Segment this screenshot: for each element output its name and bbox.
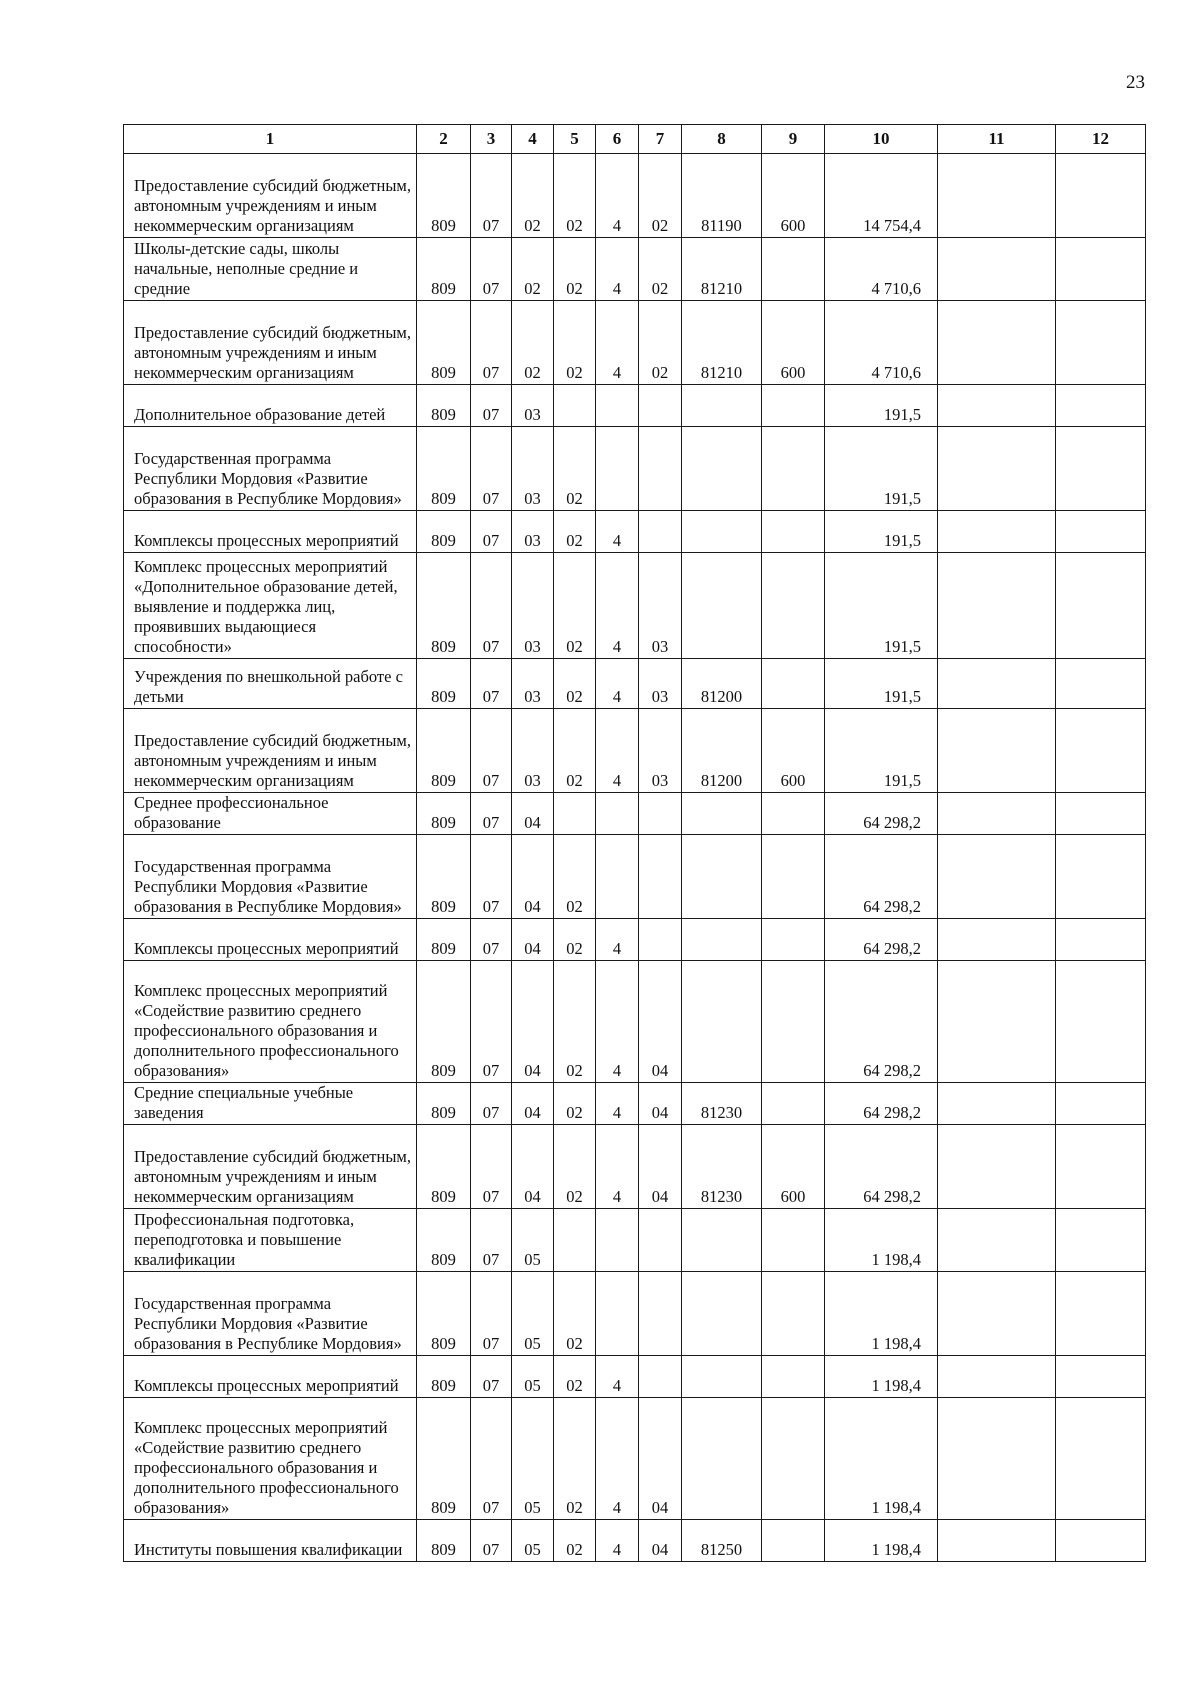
amount-cell: 4 710,6 (825, 301, 938, 385)
event-code-cell (639, 385, 682, 427)
chapter-code-cell: 809 (417, 427, 471, 511)
program-code-cell: 02 (554, 553, 596, 659)
subprogram-code-cell: 4 (596, 511, 639, 553)
section-code-cell: 07 (471, 1125, 512, 1209)
subsection-code-cell: 04 (512, 1083, 554, 1125)
column-header: 4 (512, 125, 554, 154)
amount-cell: 191,5 (825, 385, 938, 427)
section-code-cell: 07 (471, 919, 512, 961)
subsection-code-cell: 05 (512, 1209, 554, 1272)
table-row (124, 385, 1146, 427)
empty-cell (938, 1398, 1056, 1520)
subprogram-code-cell: 4 (596, 301, 639, 385)
empty-cell (1056, 1398, 1146, 1520)
expense-type-cell (762, 919, 825, 961)
subsection-code-cell: 04 (512, 919, 554, 961)
table-row (124, 659, 1146, 709)
row-name-cell: Государственная программа Республики Мордовия «Развитие образования в Республике Мордовия» (124, 1272, 417, 1356)
subprogram-code-cell: 4 (596, 154, 639, 238)
event-code-cell: 03 (639, 659, 682, 709)
page-number: 23 (1126, 72, 1145, 93)
column-header: 3 (471, 125, 512, 154)
section-code-cell: 07 (471, 1272, 512, 1356)
row-name-cell: Учреждения по внешкольной работе с детьми (124, 659, 417, 709)
program-code-cell: 02 (554, 1398, 596, 1520)
subprogram-code-cell: 4 (596, 553, 639, 659)
amount-cell: 64 298,2 (825, 1083, 938, 1125)
subprogram-code-cell: 4 (596, 961, 639, 1083)
target-item-cell (682, 1272, 762, 1356)
target-item-cell (682, 427, 762, 511)
empty-cell (938, 1520, 1056, 1562)
section-code-cell: 07 (471, 1356, 512, 1398)
section-code-cell: 07 (471, 1083, 512, 1125)
column-header: 1 (124, 125, 417, 154)
row-name-cell: Профессиональная подготовка, переподготовка и повышение квалификации (124, 1209, 417, 1272)
target-item-cell (682, 511, 762, 553)
table-row (124, 1356, 1146, 1398)
target-item-cell: 81230 (682, 1083, 762, 1125)
chapter-code-cell: 809 (417, 1398, 471, 1520)
subsection-code-cell: 04 (512, 961, 554, 1083)
amount-cell: 64 298,2 (825, 919, 938, 961)
amount-cell: 191,5 (825, 659, 938, 709)
empty-cell (938, 659, 1056, 709)
section-code-cell: 07 (471, 427, 512, 511)
subprogram-code-cell: 4 (596, 1398, 639, 1520)
expense-type-cell (762, 1356, 825, 1398)
row-name-cell: Комплексы процессных мероприятий (124, 1356, 417, 1398)
program-code-cell (554, 385, 596, 427)
amount-cell: 4 710,6 (825, 238, 938, 301)
event-code-cell: 04 (639, 1398, 682, 1520)
empty-cell (938, 427, 1056, 511)
subprogram-code-cell (596, 1272, 639, 1356)
subsection-code-cell: 05 (512, 1356, 554, 1398)
table-row (124, 709, 1146, 793)
row-name-cell: Предоставление субсидий бюджетным, автономным учреждениям и иным некоммерческим организациям (124, 709, 417, 793)
row-name-cell: Комплекс процессных мероприятий «Содействие развитию среднего профессионального образования и дополнительного профессионального образования» (124, 961, 417, 1083)
empty-cell (938, 835, 1056, 919)
chapter-code-cell: 809 (417, 1083, 471, 1125)
subsection-code-cell: 05 (512, 1520, 554, 1562)
program-code-cell: 02 (554, 511, 596, 553)
table-row (124, 1520, 1146, 1562)
program-code-cell: 02 (554, 1083, 596, 1125)
empty-cell (1056, 154, 1146, 238)
subprogram-code-cell: 4 (596, 1083, 639, 1125)
expense-type-cell (762, 1083, 825, 1125)
empty-cell (938, 961, 1056, 1083)
target-item-cell (682, 553, 762, 659)
chapter-code-cell: 809 (417, 919, 471, 961)
section-code-cell: 07 (471, 385, 512, 427)
empty-cell (1056, 553, 1146, 659)
table-row (124, 835, 1146, 919)
table-row (124, 1272, 1146, 1356)
target-item-cell: 81190 (682, 154, 762, 238)
target-item-cell: 81250 (682, 1520, 762, 1562)
program-code-cell: 02 (554, 1125, 596, 1209)
target-item-cell: 81230 (682, 1125, 762, 1209)
empty-cell (1056, 301, 1146, 385)
subprogram-code-cell: 4 (596, 919, 639, 961)
subprogram-code-cell: 4 (596, 1356, 639, 1398)
empty-cell (1056, 1356, 1146, 1398)
column-header: 2 (417, 125, 471, 154)
chapter-code-cell: 809 (417, 238, 471, 301)
program-code-cell: 02 (554, 154, 596, 238)
expense-type-cell (762, 835, 825, 919)
column-header: 8 (682, 125, 762, 154)
event-code-cell: 04 (639, 961, 682, 1083)
program-code-cell (554, 793, 596, 835)
table-row (124, 1209, 1146, 1272)
target-item-cell: 81200 (682, 709, 762, 793)
subprogram-code-cell: 4 (596, 1125, 639, 1209)
subsection-code-cell: 02 (512, 301, 554, 385)
expense-type-cell: 600 (762, 301, 825, 385)
chapter-code-cell: 809 (417, 1520, 471, 1562)
event-code-cell: 02 (639, 238, 682, 301)
chapter-code-cell: 809 (417, 301, 471, 385)
event-code-cell (639, 511, 682, 553)
chapter-code-cell: 809 (417, 659, 471, 709)
amount-cell: 64 298,2 (825, 835, 938, 919)
row-name-cell: Средние специальные учебные заведения (124, 1083, 417, 1125)
chapter-code-cell: 809 (417, 1272, 471, 1356)
empty-cell (1056, 961, 1146, 1083)
expense-type-cell (762, 385, 825, 427)
target-item-cell (682, 1356, 762, 1398)
row-name-cell: Институты повышения квалификации (124, 1520, 417, 1562)
expense-type-cell (762, 511, 825, 553)
subsection-code-cell: 04 (512, 1125, 554, 1209)
amount-cell: 1 198,4 (825, 1520, 938, 1562)
subsection-code-cell: 05 (512, 1272, 554, 1356)
expense-type-cell: 600 (762, 1125, 825, 1209)
target-item-cell: 81200 (682, 659, 762, 709)
chapter-code-cell: 809 (417, 709, 471, 793)
empty-cell (938, 709, 1056, 793)
section-code-cell: 07 (471, 301, 512, 385)
table-row (124, 553, 1146, 659)
amount-cell: 191,5 (825, 709, 938, 793)
program-code-cell: 02 (554, 835, 596, 919)
chapter-code-cell: 809 (417, 385, 471, 427)
empty-cell (1056, 659, 1146, 709)
amount-cell: 1 198,4 (825, 1272, 938, 1356)
row-name-cell: Комплекс процессных мероприятий «Дополнительное образование детей, выявление и поддержка лиц, проявивших выдающиеся способности» (124, 553, 417, 659)
amount-cell: 1 198,4 (825, 1209, 938, 1272)
subprogram-code-cell: 4 (596, 659, 639, 709)
section-code-cell: 07 (471, 961, 512, 1083)
amount-cell: 191,5 (825, 553, 938, 659)
empty-cell (938, 301, 1056, 385)
event-code-cell: 02 (639, 154, 682, 238)
amount-cell: 64 298,2 (825, 793, 938, 835)
event-code-cell: 04 (639, 1083, 682, 1125)
subsection-code-cell: 03 (512, 709, 554, 793)
expense-type-cell (762, 1398, 825, 1520)
empty-cell (938, 553, 1056, 659)
chapter-code-cell: 809 (417, 835, 471, 919)
row-name-cell: Комплексы процессных мероприятий (124, 511, 417, 553)
section-code-cell: 07 (471, 553, 512, 659)
target-item-cell (682, 835, 762, 919)
event-code-cell (639, 1209, 682, 1272)
amount-cell: 191,5 (825, 511, 938, 553)
chapter-code-cell: 809 (417, 1125, 471, 1209)
empty-cell (938, 511, 1056, 553)
column-header: 11 (938, 125, 1056, 154)
empty-cell (938, 919, 1056, 961)
expense-type-cell (762, 659, 825, 709)
subsection-code-cell: 04 (512, 793, 554, 835)
subprogram-code-cell (596, 793, 639, 835)
expense-type-cell (762, 553, 825, 659)
section-code-cell: 07 (471, 511, 512, 553)
expense-type-cell (762, 238, 825, 301)
section-code-cell: 07 (471, 659, 512, 709)
event-code-cell (639, 835, 682, 919)
column-header: 10 (825, 125, 938, 154)
subprogram-code-cell: 4 (596, 1520, 639, 1562)
empty-cell (938, 238, 1056, 301)
program-code-cell: 02 (554, 1520, 596, 1562)
column-header: 7 (639, 125, 682, 154)
amount-cell: 14 754,4 (825, 154, 938, 238)
row-name-cell: Школы-детские сады, школы начальные, неполные средние и средние (124, 238, 417, 301)
program-code-cell: 02 (554, 709, 596, 793)
section-code-cell: 07 (471, 793, 512, 835)
amount-cell: 64 298,2 (825, 1125, 938, 1209)
amount-cell: 64 298,2 (825, 961, 938, 1083)
subprogram-code-cell (596, 1209, 639, 1272)
target-item-cell (682, 919, 762, 961)
subsection-code-cell: 03 (512, 553, 554, 659)
expense-type-cell (762, 1209, 825, 1272)
subsection-code-cell: 03 (512, 511, 554, 553)
empty-cell (938, 385, 1056, 427)
row-name-cell: Комплекс процессных мероприятий «Содействие развитию среднего профессионального образования и дополнительного профессионального образования» (124, 1398, 417, 1520)
expense-type-cell: 600 (762, 154, 825, 238)
subsection-code-cell: 05 (512, 1398, 554, 1520)
section-code-cell: 07 (471, 1520, 512, 1562)
chapter-code-cell: 809 (417, 1356, 471, 1398)
section-code-cell: 07 (471, 238, 512, 301)
column-header: 12 (1056, 125, 1146, 154)
row-name-cell: Комплексы процессных мероприятий (124, 919, 417, 961)
empty-cell (1056, 709, 1146, 793)
target-item-cell (682, 385, 762, 427)
program-code-cell: 02 (554, 427, 596, 511)
event-code-cell (639, 919, 682, 961)
subprogram-code-cell (596, 427, 639, 511)
empty-cell (1056, 1520, 1146, 1562)
expense-type-cell (762, 961, 825, 1083)
row-name-cell: Предоставление субсидий бюджетным, автономным учреждениям и иным некоммерческим организациям (124, 1125, 417, 1209)
amount-cell: 191,5 (825, 427, 938, 511)
event-code-cell (639, 1356, 682, 1398)
chapter-code-cell: 809 (417, 511, 471, 553)
table-row (124, 238, 1146, 301)
column-header: 6 (596, 125, 639, 154)
table-row (124, 961, 1146, 1083)
program-code-cell: 02 (554, 301, 596, 385)
expense-type-cell (762, 427, 825, 511)
subsection-code-cell: 03 (512, 427, 554, 511)
empty-cell (938, 154, 1056, 238)
empty-cell (938, 1209, 1056, 1272)
row-name-cell: Государственная программа Республики Мордовия «Развитие образования в Республике Мордовия» (124, 835, 417, 919)
empty-cell (938, 793, 1056, 835)
subprogram-code-cell: 4 (596, 238, 639, 301)
program-code-cell: 02 (554, 238, 596, 301)
event-code-cell (639, 793, 682, 835)
empty-cell (938, 1083, 1056, 1125)
column-header: 9 (762, 125, 825, 154)
amount-cell: 1 198,4 (825, 1356, 938, 1398)
empty-cell (1056, 427, 1146, 511)
column-header: 5 (554, 125, 596, 154)
event-code-cell (639, 1272, 682, 1356)
table-row (124, 154, 1146, 238)
section-code-cell: 07 (471, 835, 512, 919)
program-code-cell: 02 (554, 1272, 596, 1356)
budget-table (123, 124, 1146, 1562)
event-code-cell: 02 (639, 301, 682, 385)
table-row (124, 1125, 1146, 1209)
target-item-cell: 81210 (682, 301, 762, 385)
empty-cell (1056, 1272, 1146, 1356)
subprogram-code-cell (596, 835, 639, 919)
event-code-cell: 03 (639, 709, 682, 793)
row-name-cell: Среднее профессиональное образование (124, 793, 417, 835)
subprogram-code-cell: 4 (596, 709, 639, 793)
subsection-code-cell: 02 (512, 238, 554, 301)
expense-type-cell (762, 793, 825, 835)
empty-cell (938, 1356, 1056, 1398)
target-item-cell (682, 1209, 762, 1272)
empty-cell (1056, 511, 1146, 553)
chapter-code-cell: 809 (417, 961, 471, 1083)
section-code-cell: 07 (471, 1398, 512, 1520)
amount-cell: 1 198,4 (825, 1398, 938, 1520)
target-item-cell: 81210 (682, 238, 762, 301)
empty-cell (1056, 385, 1146, 427)
section-code-cell: 07 (471, 1209, 512, 1272)
table-body (124, 154, 1146, 1562)
subsection-code-cell: 03 (512, 659, 554, 709)
section-code-cell: 07 (471, 709, 512, 793)
section-code-cell: 07 (471, 154, 512, 238)
program-code-cell: 02 (554, 919, 596, 961)
row-name-cell: Предоставление субсидий бюджетным, автономным учреждениям и иным некоммерческим организациям (124, 301, 417, 385)
empty-cell (1056, 919, 1146, 961)
subsection-code-cell: 02 (512, 154, 554, 238)
empty-cell (1056, 793, 1146, 835)
empty-cell (1056, 1125, 1146, 1209)
target-item-cell (682, 1398, 762, 1520)
table-row (124, 1083, 1146, 1125)
chapter-code-cell: 809 (417, 553, 471, 659)
event-code-cell (639, 427, 682, 511)
empty-cell (938, 1272, 1056, 1356)
target-item-cell (682, 961, 762, 1083)
empty-cell (938, 1125, 1056, 1209)
row-name-cell: Государственная программа Республики Мордовия «Развитие образования в Республике Мордовия» (124, 427, 417, 511)
expense-type-cell: 600 (762, 709, 825, 793)
table-row (124, 301, 1146, 385)
subsection-code-cell: 04 (512, 835, 554, 919)
chapter-code-cell: 809 (417, 154, 471, 238)
expense-type-cell (762, 1520, 825, 1562)
empty-cell (1056, 238, 1146, 301)
table-row (124, 427, 1146, 511)
subprogram-code-cell (596, 385, 639, 427)
empty-cell (1056, 1083, 1146, 1125)
event-code-cell: 03 (639, 553, 682, 659)
table-header (124, 125, 1146, 154)
program-code-cell: 02 (554, 659, 596, 709)
program-code-cell (554, 1209, 596, 1272)
target-item-cell (682, 793, 762, 835)
chapter-code-cell: 809 (417, 793, 471, 835)
empty-cell (1056, 1209, 1146, 1272)
subsection-code-cell: 03 (512, 385, 554, 427)
chapter-code-cell: 809 (417, 1209, 471, 1272)
event-code-cell: 04 (639, 1125, 682, 1209)
table-row (124, 793, 1146, 835)
table-row (124, 919, 1146, 961)
row-name-cell: Дополнительное образование детей (124, 385, 417, 427)
row-name-cell: Предоставление субсидий бюджетным, автономным учреждениям и иным некоммерческим организациям (124, 154, 417, 238)
table-row (124, 1398, 1146, 1520)
program-code-cell: 02 (554, 961, 596, 1083)
empty-cell (1056, 835, 1146, 919)
expense-type-cell (762, 1272, 825, 1356)
table-row (124, 511, 1146, 553)
event-code-cell: 04 (639, 1520, 682, 1562)
program-code-cell: 02 (554, 1356, 596, 1398)
